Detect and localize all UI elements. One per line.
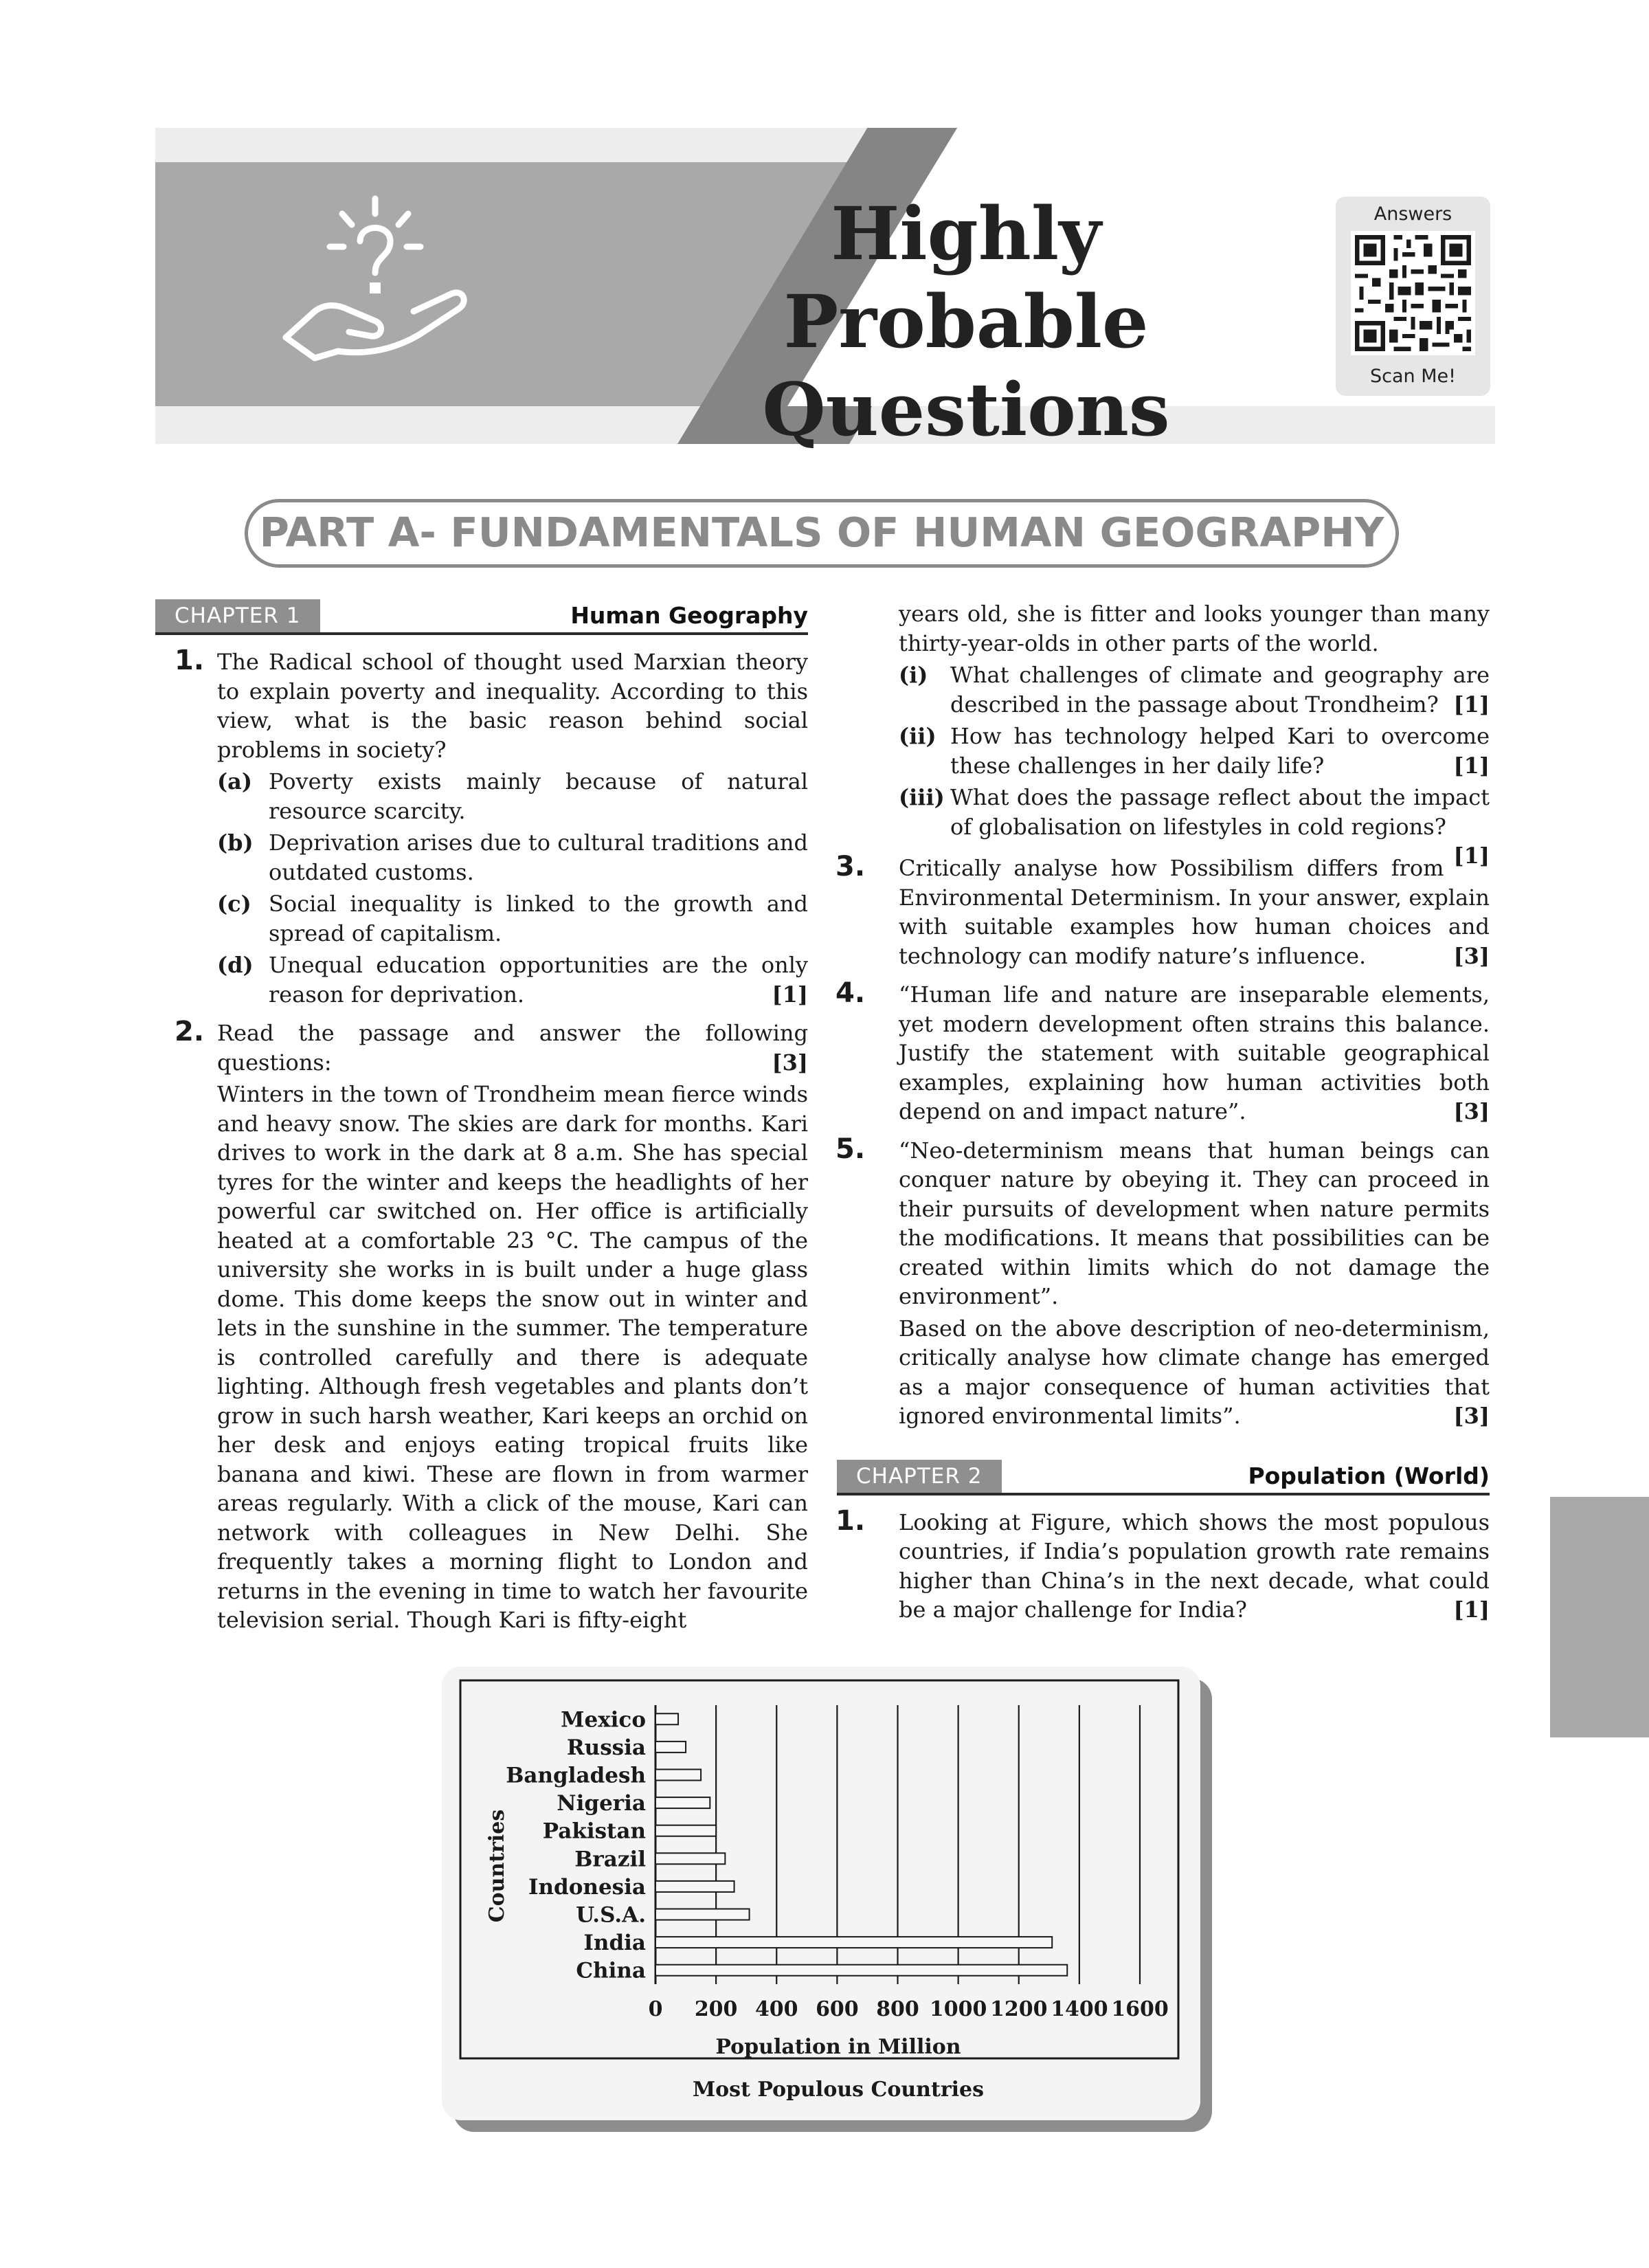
category-label: Indonesia [528,1874,646,1900]
bar-pakistan [655,1825,716,1836]
question-5 [835,1133,1490,1431]
question-text: “Human life and nature are inseparable elements, yet modern development often strains this balance. Justify the statement with suitable geographical examples, explaining how human activities both depend on and impact nature”. [899,981,1490,1124]
x-tick-label: 1200 [990,1997,1048,2021]
option-label: (d) [217,952,254,978]
bar-india [655,1937,1052,1948]
passage-continued: years old, she is fitter and looks younger than many thirty-year-olds in other parts of the world. [899,601,1490,656]
x-tick-label: 1400 [1051,1997,1108,2021]
option-text: Unequal education opportunities are the only reason for deprivation. [269,952,808,1008]
marks-badge: [3] [1453,942,1490,969]
marks-badge: [1] [1453,1597,1490,1623]
bar-mexico [655,1713,678,1724]
option-text: Poverty exists mainly because of natural resource scarcity. [269,768,808,824]
marks-badge: [1] [772,981,808,1008]
chart-title: Most Populous Countries [692,2078,985,2102]
banner-title [698,190,1234,454]
x-tick-label: 600 [816,1997,859,2021]
question-text-continued [899,1314,1490,1431]
passage-text: Winters in the town of Trondheim mean fierce winds and heavy snow. The skies are dark for months. Kari drives to work in the dark at 8 a.m. She has special tyres for the winter and keeps the headlights of her powerful car switched on. Her office is artificially heated at a comfortable 23 °C. The campus of the university she works in is built under a huge glass dome. This dome keeps the snow out in winter and lets in the sunshine in the summer. The temperature is controlled carefully and there is adequate lighting. Although fresh vegetables and plants don’t grow in such harsh weather, Kari keeps an orchid on her desk and enjoys eating tropical fruits like banana and kiwi. These are flown in from warmer areas regularly. With a click of the mouse, Kari can network with colleagues in New Delhi. She frequently takes a morning flight to London and returns in the evening in time to watch her favourite television serial. Though Kari is fifty-eight [217,1081,808,1633]
option-b[interactable] [217,828,808,887]
category-label: Bangladesh [506,1763,646,1788]
x-tick-label: 200 [694,1997,738,2021]
category-label: Russia [566,1735,646,1760]
subquestion-label: (ii) [899,723,936,749]
option-a[interactable] [217,767,808,825]
bar-china [655,1965,1067,1976]
question-text: “Neo-determinism means that human beings can conquer nature by obeying it. They can proceed in their pursuits of development when nature permits the modifications. It means that possibilities can be created within limits which do not damage the environment”. [899,1137,1490,1309]
x-axis-label: Population in Million [715,2035,961,2059]
bar-brazil [655,1853,725,1864]
y-axis-label: Countries [485,1809,509,1923]
subquestion-text: How has technology helped Kari to overcome these challenges in her daily life? [950,723,1490,779]
bar-indonesia [655,1881,734,1892]
population-bar-chart [442,1667,1200,2120]
marks-badge: [1] [1453,752,1490,779]
marks-badge: [3] [1453,1403,1490,1429]
question-text: The Radical school of thought used Marxian theory to explain poverty and inequality. According to this view, what is the basic reason behind social problems in society? [217,649,808,763]
marks-badge: [3] [772,1049,808,1076]
chapter-2-header [837,1460,1490,1496]
marks-badge: [3] [1453,1098,1490,1124]
subquestion-text: What does the passage reflect about the impact of globalisation on lifestyles in cold regions? [950,784,1490,840]
bar-u-s-a [655,1909,750,1920]
marks-badge: [1] [1453,843,1490,869]
question-number: 1. [835,1504,866,1537]
left-column [155,599,808,1645]
question-number: 5. [835,1133,866,1165]
question-number: 2. [175,1016,205,1047]
option-d[interactable] [217,950,808,1009]
bar-russia [655,1742,686,1753]
category-label: Pakistan [542,1819,646,1844]
question-text: Critically analyse how Possibilism differs from Environmental Determinism. In your answer, explain with suitable examples how human choices and technology can modify nature’s influence. [899,855,1490,969]
banner-title-line-1: Highly Probable [783,190,1149,364]
qr-code-icon[interactable] [1351,231,1475,355]
qr-caption-top: Answers [1373,203,1452,225]
x-tick-label: 1600 [1111,1997,1169,2021]
question-text: Looking at Figure, which shows the most populous countries, if India’s population growth rate remains higher than China’s in the next decade, what could be a major challenge for India? [899,1509,1490,1623]
subquestion-text: What challenges of climate and geography are described in the passage about Trondheim? [950,662,1490,718]
chapter-1-title: Human Geography [570,602,808,629]
x-tick-label: 400 [754,1997,798,2021]
category-label: China [576,1958,646,1983]
chapter-2-label: CHAPTER 2 [837,1460,1002,1493]
subquestion-i [899,660,1490,719]
x-tick-label: 1000 [929,1997,987,2021]
part-heading: PART A- FUNDAMENTALS OF HUMAN GEOGRAPHY [245,499,1399,568]
x-tick-label: 0 [648,1997,663,2021]
subquestion-label: (iii) [899,784,945,810]
marks-badge: [1] [1453,691,1490,718]
question-text: Read the passage and answer the following questions: [217,1020,808,1076]
category-label: Brazil [574,1847,646,1872]
question-2-subquestions [837,660,1490,869]
question-1 [155,647,808,1009]
qr-code-box[interactable] [1336,197,1490,396]
category-label: U.S.A. [576,1902,646,1928]
option-label: (a) [217,768,253,794]
question-3 [835,851,1490,970]
question-4 [835,977,1490,1126]
subquestion-label: (i) [899,662,928,688]
question-text-2: Based on the above description of neo-determinism, critically analyse how climate change has emerged as a major consequence of human activities that ignored environmental limits”. [899,1315,1490,1429]
chapter-2-question-1 [835,1504,1490,1625]
option-text: Social inequality is linked to the growth and spread of capitalism. [269,891,808,946]
bar-bangladesh [655,1770,701,1781]
banner-title-line-2: Questions [762,366,1170,452]
question-number: 4. [835,977,866,1009]
chapter-1-label: CHAPTER 1 [155,599,320,632]
category-label: India [583,1931,646,1956]
x-tick-label: 800 [876,1997,919,2021]
right-column [837,599,1490,1634]
category-label: Mexico [561,1707,646,1733]
option-c[interactable] [217,889,808,948]
qr-caption-bottom: Scan Me! [1370,366,1456,387]
subquestion-ii [899,722,1490,780]
option-label: (c) [217,891,251,917]
side-tab [1550,1497,1649,1737]
category-label: Nigeria [557,1791,646,1816]
question-number: 1. [175,645,205,676]
option-text: Deprivation arises due to cultural traditions and outdated customs. [269,830,808,885]
subquestion-iii [899,783,1490,869]
question-2 [155,1016,808,1635]
bar-nigeria [655,1797,710,1808]
option-label: (b) [217,830,254,856]
page-banner [155,128,1495,452]
figure-card [442,1667,1200,2120]
question-number: 3. [835,851,866,882]
hand-holding-question-icon [272,193,478,379]
chapter-1-header [155,599,808,635]
chapter-2-title: Population (World) [1248,1462,1490,1489]
